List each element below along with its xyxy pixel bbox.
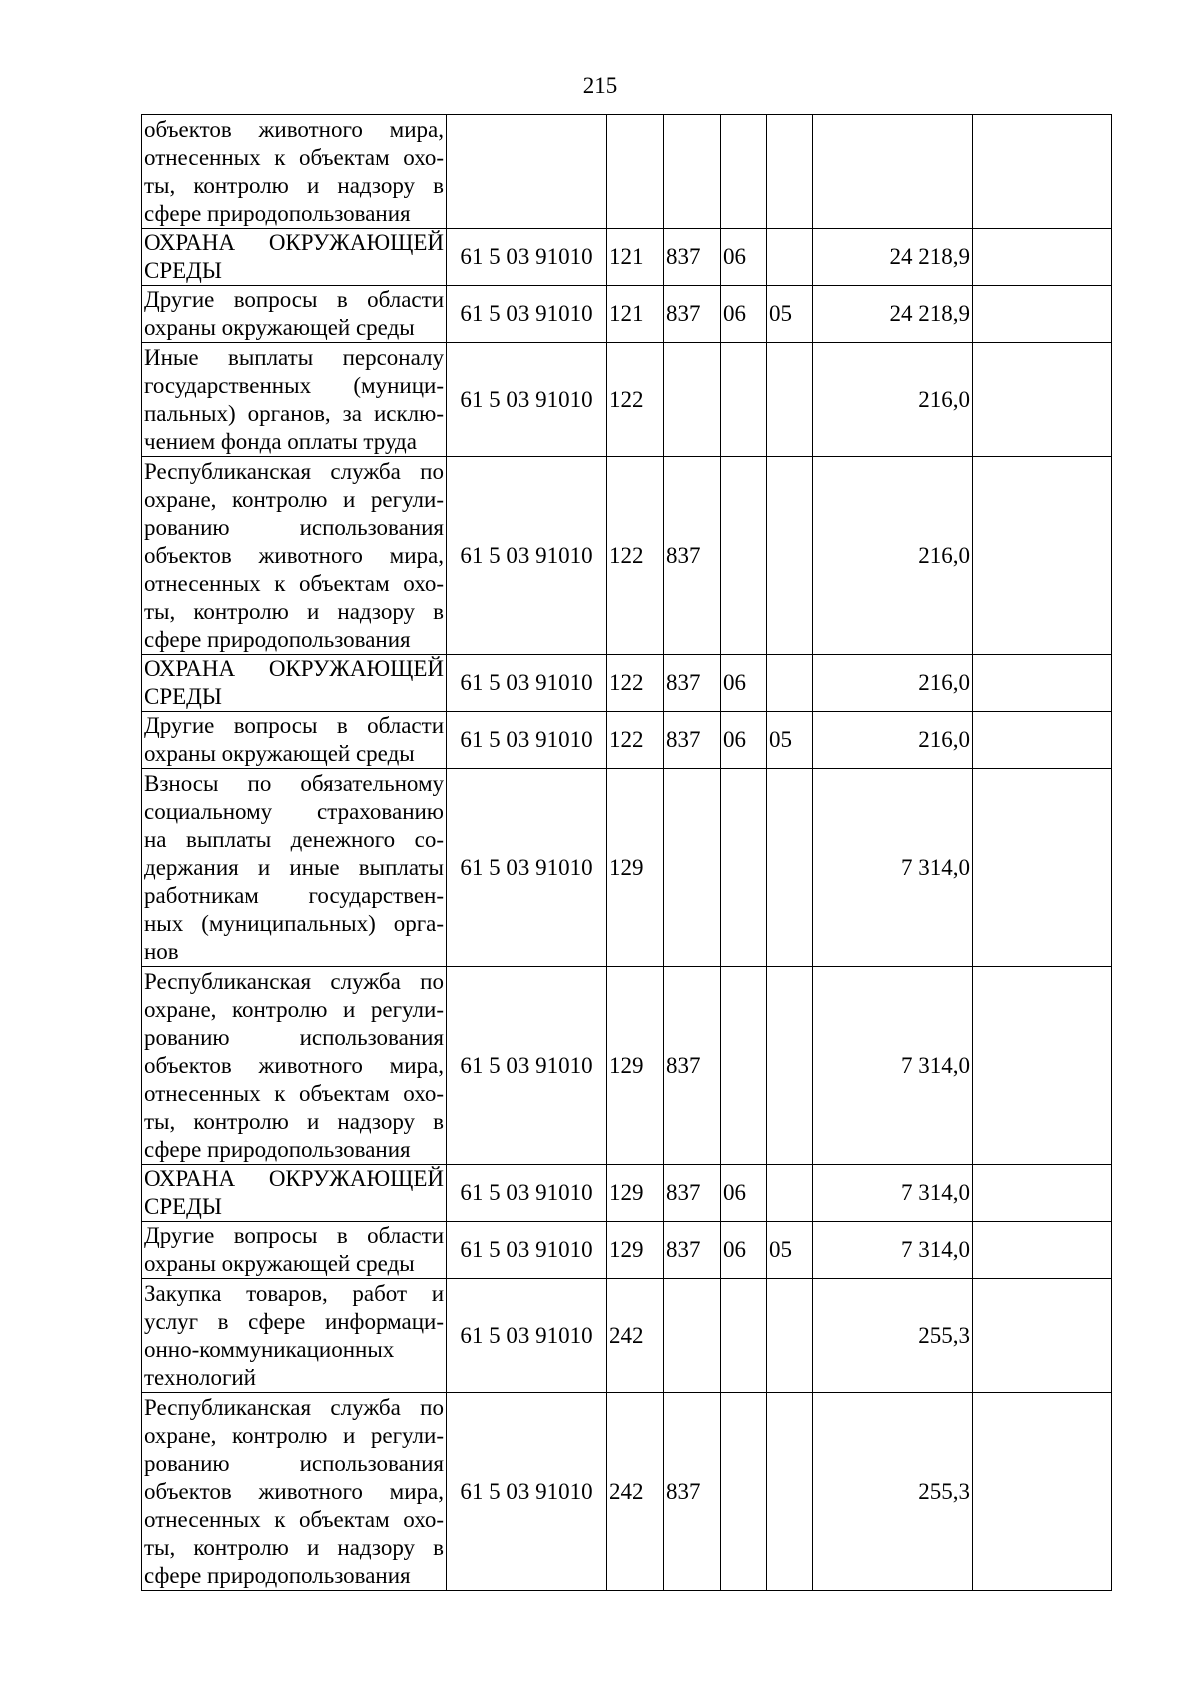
item-name-line: на выплаты денежного со- [144,826,444,852]
section-cell [721,1279,767,1393]
department-cell: 837 [664,967,721,1165]
subsection-cell: 05 [767,286,813,343]
csr-cell: 61 5 03 91010 [447,1165,607,1222]
csr-cell: 61 5 03 91010 [447,229,607,286]
department-cell [664,115,721,229]
expense-type-cell: 129 [607,1222,664,1279]
expense-type-cell: 242 [607,1279,664,1393]
item-name-cell [142,115,447,229]
expense-type-cell: 129 [607,1165,664,1222]
table-row [142,1393,1112,1591]
department-cell [664,1279,721,1393]
item-name-line: сфере природопользования [144,1136,411,1162]
item-name-line: отнесенных к объектам охо- [144,144,444,170]
subsection-cell: 05 [767,712,813,769]
page-number: 215 [582,73,618,98]
item-name-cell [142,343,447,457]
section-cell: 06 [721,655,767,712]
table-row [142,286,1112,343]
item-name-cell [142,457,447,655]
amount-cell: 255,3 [813,1393,973,1591]
item-name-line: ОХРАНА ОКРУЖАЮЩЕЙ [144,656,444,681]
item-name-line: чением фонда оплаты труда [144,428,417,454]
extra-cell [973,343,1112,457]
item-name-line: охране, контролю и регули- [144,996,444,1022]
item-name-line: Взносы по обязательному [144,770,444,796]
expense-type-cell: 121 [607,286,664,343]
item-name-cell [142,1279,447,1393]
expense-type-cell: 122 [607,712,664,769]
amount-cell: 7 314,0 [813,967,973,1165]
table-row [142,229,1112,286]
amount-cell: 216,0 [813,343,973,457]
subsection-cell [767,343,813,457]
csr-cell: 61 5 03 91010 [447,286,607,343]
item-name-line: СРЕДЫ [144,1194,222,1219]
item-name-line: социальному страхованию [144,798,444,824]
table-row [142,1165,1112,1222]
item-name-line: охране, контролю и регули- [144,486,444,512]
amount-cell: 7 314,0 [813,1165,973,1222]
item-name-line: отнесенных к объектам охо- [144,1506,444,1532]
csr-cell: 61 5 03 91010 [447,655,607,712]
item-name-line: охраны окружающей среды [144,1251,415,1276]
department-cell: 837 [664,229,721,286]
csr-cell: 61 5 03 91010 [447,769,607,967]
item-name-line: охраны окружающей среды [144,741,415,766]
expense-type-cell: 129 [607,967,664,1165]
subsection-cell [767,457,813,655]
item-name-line: ты, контролю и надзору в [144,172,444,198]
item-name-cell [142,967,447,1165]
item-name-line: объектов животного мира, [144,1478,444,1504]
amount-cell: 7 314,0 [813,1222,973,1279]
expense-type-cell: 242 [607,1393,664,1591]
item-name-line: рованию использования [144,514,444,540]
item-name-line: сфере природопользования [144,626,411,652]
amount-cell: 216,0 [813,457,973,655]
section-cell [721,343,767,457]
subsection-cell [767,967,813,1165]
department-cell [664,343,721,457]
extra-cell [973,712,1112,769]
expense-type-cell: 129 [607,769,664,967]
subsection-cell [767,769,813,967]
item-name-line: Республиканская служба по [144,968,444,994]
expense-type-cell: 122 [607,343,664,457]
item-name-line: отнесенных к объектам охо- [144,570,444,596]
table-body [142,115,1112,1591]
amount-cell: 216,0 [813,655,973,712]
expense-type-cell: 121 [607,229,664,286]
extra-cell [973,115,1112,229]
item-name-line: Республиканская служба по [144,458,444,484]
item-name-line: технологий [144,1364,256,1390]
extra-cell [973,655,1112,712]
amount-cell: 24 218,9 [813,286,973,343]
section-cell: 06 [721,712,767,769]
department-cell [664,769,721,967]
extra-cell [973,1222,1112,1279]
department-cell: 837 [664,1222,721,1279]
item-name-line: онно-коммуникационных [144,1336,395,1362]
expense-type-cell: 122 [607,655,664,712]
item-name-line: пальных) органов, за исклю- [144,400,444,426]
amount-cell [813,115,973,229]
subsection-cell [767,1279,813,1393]
item-name-line: Другие вопросы в области [144,287,444,312]
item-name-line: рованию использования [144,1024,444,1050]
item-name-line: охране, контролю и регули- [144,1422,444,1448]
csr-cell: 61 5 03 91010 [447,1393,607,1591]
item-name-line: ОХРАНА ОКРУЖАЮЩЕЙ [144,1166,444,1191]
subsection-cell: 05 [767,1222,813,1279]
item-name-line: Другие вопросы в области [144,1223,444,1248]
item-name-cell [142,1165,447,1222]
extra-cell [973,769,1112,967]
section-cell [721,457,767,655]
extra-cell [973,1279,1112,1393]
item-name-line: СРЕДЫ [144,258,222,283]
table-row [142,769,1112,967]
item-name-cell [142,655,447,712]
amount-cell: 7 314,0 [813,769,973,967]
item-name-cell [142,769,447,967]
item-name-line: сфере природопользования [144,1562,411,1588]
subsection-cell [767,1393,813,1591]
item-name-line: государственных (муници- [144,372,444,398]
amount-cell: 216,0 [813,712,973,769]
item-name-line: держания и иные выплаты [144,854,444,880]
department-cell: 837 [664,1393,721,1591]
csr-cell: 61 5 03 91010 [447,343,607,457]
table-row [142,655,1112,712]
expense-type-cell: 122 [607,457,664,655]
item-name-line: ОХРАНА ОКРУЖАЮЩЕЙ [144,230,444,255]
department-cell: 837 [664,1165,721,1222]
item-name-line: охраны окружающей среды [144,315,415,340]
table-row [142,343,1112,457]
section-cell [721,115,767,229]
item-name-line: объектов животного мира, [144,116,444,142]
item-name-line: работникам государствен- [144,882,444,908]
csr-cell: 61 5 03 91010 [447,1222,607,1279]
item-name-line: объектов животного мира, [144,542,444,568]
department-cell: 837 [664,457,721,655]
item-name-line: ты, контролю и надзору в [144,598,444,624]
extra-cell [973,229,1112,286]
item-name-line: Республиканская служба по [144,1394,444,1420]
department-cell: 837 [664,286,721,343]
item-name-cell [142,1222,447,1279]
subsection-cell [767,229,813,286]
csr-cell: 61 5 03 91010 [447,1279,607,1393]
item-name-line: рованию использования [144,1450,444,1476]
section-cell: 06 [721,229,767,286]
item-name-line: отнесенных к объектам охо- [144,1080,444,1106]
item-name-line: Иные выплаты персоналу [144,344,444,370]
item-name-cell [142,286,447,343]
subsection-cell [767,655,813,712]
table-row [142,1222,1112,1279]
expense-type-cell [607,115,664,229]
table-row [142,115,1112,229]
extra-cell [973,1165,1112,1222]
extra-cell [973,286,1112,343]
item-name-line: сфере природопользования [144,200,411,226]
table-row [142,457,1112,655]
amount-cell: 255,3 [813,1279,973,1393]
item-name-line: ных (муниципальных) орга- [144,910,444,936]
subsection-cell [767,1165,813,1222]
amount-cell: 24 218,9 [813,229,973,286]
csr-cell: 61 5 03 91010 [447,457,607,655]
item-name-line: ты, контролю и надзору в [144,1108,444,1134]
item-name-line: СРЕДЫ [144,684,222,709]
section-cell: 06 [721,286,767,343]
department-cell: 837 [664,655,721,712]
item-name-line: услуг в сфере информаци- [144,1308,444,1334]
csr-cell [447,115,607,229]
section-cell [721,1393,767,1591]
budget-table [141,114,1112,1591]
department-cell: 837 [664,712,721,769]
item-name-line: Закупка товаров, работ и [144,1280,444,1306]
section-cell [721,769,767,967]
table-row [142,712,1112,769]
item-name-line: Другие вопросы в области [144,713,444,738]
item-name-line: ты, контролю и надзору в [144,1534,444,1560]
item-name-cell [142,229,447,286]
table-row [142,967,1112,1165]
extra-cell [973,457,1112,655]
item-name-line: нов [144,938,179,964]
csr-cell: 61 5 03 91010 [447,967,607,1165]
extra-cell [973,1393,1112,1591]
table-row [142,1279,1112,1393]
item-name-line: объектов животного мира, [144,1052,444,1078]
extra-cell [973,967,1112,1165]
section-cell: 06 [721,1165,767,1222]
subsection-cell [767,115,813,229]
section-cell: 06 [721,1222,767,1279]
section-cell [721,967,767,1165]
item-name-cell [142,1393,447,1591]
item-name-cell [142,712,447,769]
csr-cell: 61 5 03 91010 [447,712,607,769]
